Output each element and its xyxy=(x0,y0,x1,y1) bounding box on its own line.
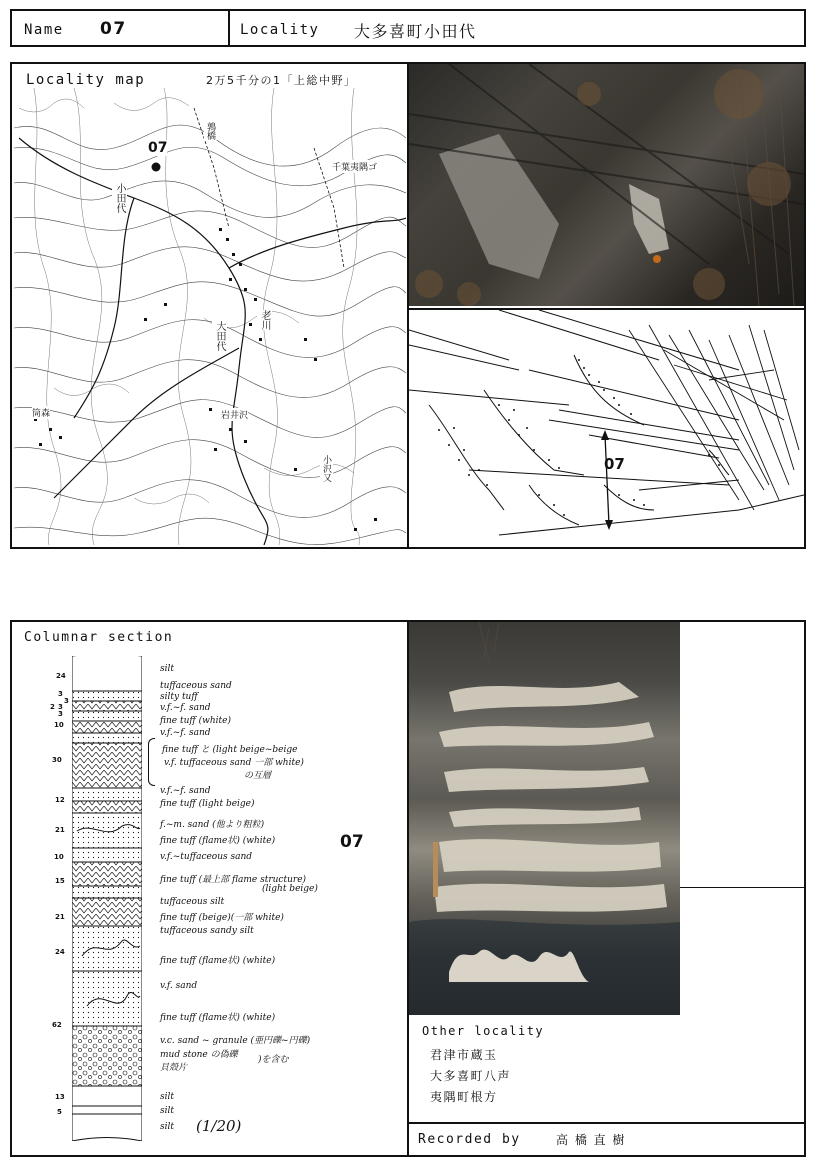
map-place-otashiro: 大田代 xyxy=(214,321,225,351)
layer-description: (light beige) xyxy=(262,884,318,894)
map-place-uzurahashi: 鶉橋 xyxy=(205,122,215,140)
section-07-label: 07 xyxy=(340,832,364,852)
thickness-label: 13 xyxy=(55,1093,65,1101)
other-locality-item: 夷隅町根方 xyxy=(430,1090,498,1104)
locality-value: 大多喜町小田代 xyxy=(354,22,477,41)
column-drawing xyxy=(72,656,142,1141)
layer-description: silt xyxy=(160,1122,174,1132)
columnar-column xyxy=(72,656,142,1141)
thickness-label: 10 xyxy=(54,853,64,861)
layer-description: fine tuff (flame状) (white) xyxy=(160,836,276,846)
outcrop-sketch xyxy=(409,308,804,547)
layer-description: silty tuff xyxy=(160,692,198,702)
thickness-label: 21 xyxy=(55,913,65,921)
thickness-label: 2 xyxy=(50,703,55,711)
section-photo-frame xyxy=(680,887,806,888)
map-place-oikawa: 老川 xyxy=(259,310,270,330)
thickness-label: 24 xyxy=(55,948,65,956)
thickness-label: 21 xyxy=(55,826,65,834)
section-photo xyxy=(409,622,680,1015)
map-marker-label: 07 xyxy=(148,140,168,156)
map-place-iwaisawa: 岩井沢 xyxy=(221,408,248,421)
name-value: 07 xyxy=(100,19,127,39)
thickness-label: 3 xyxy=(64,697,69,705)
thickness-label: 3 xyxy=(58,690,63,698)
layer-description: v.f.~f. sand xyxy=(160,786,211,796)
layer-description: v.f.~tuffaceous sand xyxy=(160,852,253,862)
layer-description: v.f. tuffaceous sand 一部 white) xyxy=(164,758,304,768)
layer-description: silt xyxy=(160,1106,174,1116)
layer-description: f.~m. sand (他より粗粒) xyxy=(160,820,265,830)
other-locality-title: Other locality xyxy=(422,1024,545,1038)
locality-label: Locality xyxy=(240,22,320,38)
layer-description: tuffaceous silt xyxy=(160,897,225,907)
recorded-by-label: Recorded by xyxy=(418,1132,521,1147)
thickness-label: 5 xyxy=(57,1108,62,1116)
thickness-label: 24 xyxy=(56,672,66,680)
thickness-label: 3 xyxy=(58,703,63,711)
layer-description: v.c. sand ~ granule (亜円礫~円礫) xyxy=(160,1036,311,1046)
outcrop-photo-detail xyxy=(409,64,804,306)
topographic-map xyxy=(14,88,406,545)
layer-description: silt xyxy=(160,664,174,674)
map-title: Locality map xyxy=(26,72,146,88)
bracket xyxy=(148,738,155,786)
layer-description: tuffaceous sandy silt xyxy=(160,926,254,936)
thickness-label: 30 xyxy=(52,756,62,764)
other-locality-item: 大多喜町八声 xyxy=(430,1069,512,1083)
layer-description: fine tuff (beige)(一部 white) xyxy=(160,913,284,923)
thickness-label: 10 xyxy=(54,721,64,729)
layer-description: の互層 xyxy=(244,771,272,781)
thickness-label: 3 xyxy=(58,710,63,718)
layer-description: fine tuff (flame状) (white) xyxy=(160,956,276,966)
name-label: Name xyxy=(24,22,64,38)
layer-description: 貝殻片 xyxy=(160,1063,188,1073)
layer-description: v.f.~f. sand xyxy=(160,728,211,738)
section-photo-detail xyxy=(409,622,680,1015)
locality-marker xyxy=(152,163,161,172)
footer-divider xyxy=(407,1122,806,1124)
scale-label: (1/20) xyxy=(196,1117,242,1135)
map-place-kozawamata: 小沢又 xyxy=(321,455,331,482)
thickness-label: 62 xyxy=(52,1021,62,1029)
layer-description: fine tuff (flame状) (white) xyxy=(160,1013,276,1023)
sketch-drawing xyxy=(409,310,804,547)
layer-description: fine tuff (white) xyxy=(160,716,231,726)
layer-description: mud stone の偽礫 xyxy=(160,1050,238,1060)
layer-description: fine tuff (light beige) xyxy=(160,799,255,809)
layer-description: fine tuff と (light beige~beige xyxy=(162,745,298,755)
layer-description: v.f. sand xyxy=(160,981,198,991)
sketch-marker-label: 07 xyxy=(604,455,625,473)
other-locality-item: 君津市蔵玉 xyxy=(430,1048,498,1062)
layer-description: )を含む xyxy=(258,1055,289,1065)
layer-description: silt xyxy=(160,1092,174,1102)
map-contours xyxy=(14,88,406,545)
layer-description: fine tuff (最上部 flame structure) xyxy=(160,875,307,885)
map-place-odashiro: 小田代 xyxy=(114,183,125,213)
thickness-label: 12 xyxy=(55,796,65,804)
layer-description: v.f.~f. sand xyxy=(160,703,211,713)
thickness-label: 15 xyxy=(55,877,65,885)
recorder-name: 高 橋 直 樹 xyxy=(556,1133,626,1147)
header-divider xyxy=(228,9,230,47)
layer-description: tuffaceous sand xyxy=(160,681,232,691)
section-title: Columnar section xyxy=(24,630,174,645)
map-sheet-label: 2万5千分の1「上総中野」 xyxy=(206,74,357,87)
map-place-tsutsumori: 筒森 xyxy=(32,406,50,419)
map-place-chiba-isumi: 千葉夷隅ゴ xyxy=(332,160,377,173)
outcrop-photo xyxy=(409,64,804,306)
